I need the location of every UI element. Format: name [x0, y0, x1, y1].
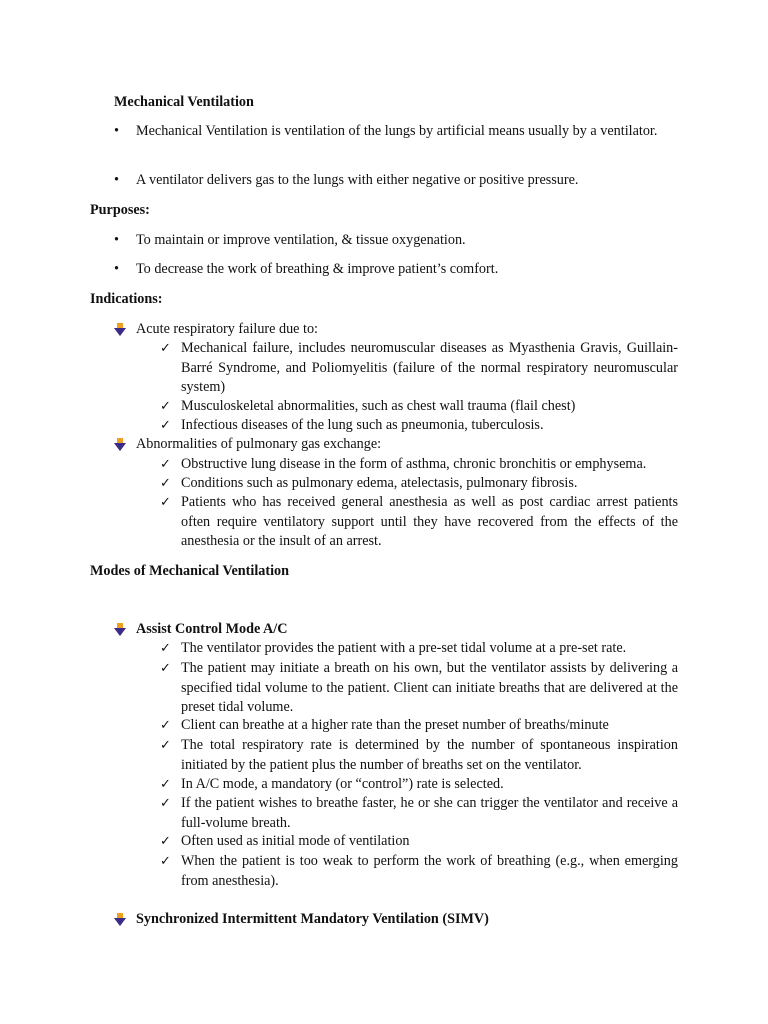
checkmark-icon: ✓: [160, 495, 171, 510]
checkmark-icon: ✓: [160, 399, 171, 414]
arrow-bullet-icon: [114, 623, 126, 637]
bullet-dot-icon: •: [114, 232, 119, 248]
mode-item-text: If the patient wishes to breathe faster, he or she can trigger the ventilator and receive a full-volume breath.: [181, 795, 678, 831]
arrow-bullet-icon: [114, 438, 126, 452]
checkmark-icon: ✓: [160, 641, 171, 656]
checkmark-icon: ✓: [160, 777, 171, 792]
checkmark-icon: ✓: [160, 854, 171, 869]
mode-item-text: The ventilator provides the patient with a pre-set tidal volume at a pre-set rate.: [181, 640, 627, 656]
indications-heading: Indications:: [90, 291, 163, 307]
intro-item-text: A ventilator delivers gas to the lungs with either negative or positive pressure.: [136, 172, 579, 188]
checkmark-icon: ✓: [160, 341, 171, 356]
mode-item-text: In A/C mode, a mandatory (or “control”) rate is selected.: [181, 776, 504, 792]
mode-item-text: Often used as initial mode of ventilation: [181, 833, 410, 849]
indication-group-label: Abnormalities of pulmonary gas exchange:: [136, 436, 382, 452]
mode-group-label: Synchronized Intermittent Mandatory Ventilation (SIMV): [136, 911, 489, 927]
bullet-dot-icon: •: [114, 261, 119, 277]
purpose-item-text: To maintain or improve ventilation, & tissue oxygenation.: [136, 232, 466, 248]
indication-item-text: Obstructive lung disease in the form of asthma, chronic bronchitis or emphysema.: [181, 456, 647, 472]
indication-item-text: Patients who has received general anesthesia as well as post cardiac arrest patients often require ventilatory support until they have recovered from the effects of the anesthesia or the insult of an arrest.: [181, 494, 678, 549]
document-title: Mechanical Ventilation: [114, 94, 254, 110]
mode-item-text: The total respiratory rate is determined by the number of spontaneous inspiration initiated by the patient plus the number of breaths set on the ventilator.: [181, 737, 678, 773]
checkmark-icon: ✓: [160, 661, 171, 676]
arrow-bullet-icon: [114, 913, 126, 927]
mode-group-label: Assist Control Mode A/C: [136, 621, 288, 637]
checkmark-icon: ✓: [160, 718, 171, 733]
checkmark-icon: ✓: [160, 796, 171, 811]
bullet-dot-icon: •: [114, 172, 119, 188]
checkmark-icon: ✓: [160, 738, 171, 753]
arrow-bullet-icon: [114, 323, 126, 337]
purposes-heading: Purposes:: [90, 202, 150, 218]
indication-item-text: Musculoskeletal abnormalities, such as chest wall trauma (flail chest): [181, 398, 576, 414]
checkmark-icon: ✓: [160, 476, 171, 491]
intro-item-text: Mechanical Ventilation is ventilation of the lungs by artificial means usually by a ventilator.: [136, 123, 658, 139]
mode-item-text: Client can breathe at a higher rate than the preset number of breaths/minute: [181, 717, 609, 733]
checkmark-icon: ✓: [160, 834, 171, 849]
indication-item-text: Mechanical failure, includes neuromuscular diseases as Myasthenia Gravis, Guillain-Barré Syndrome, and Poliomyelitis (failure of the normal respiratory neuromuscular system): [181, 340, 678, 395]
indication-item-text: Conditions such as pulmonary edema, atelectasis, pulmonary fibrosis.: [181, 475, 578, 491]
indication-item-text: Infectious diseases of the lung such as pneumonia, tuberculosis.: [181, 417, 544, 433]
checkmark-icon: ✓: [160, 418, 171, 433]
bullet-dot-icon: •: [114, 123, 119, 139]
checkmark-icon: ✓: [160, 457, 171, 472]
modes-heading: Modes of Mechanical Ventilation: [90, 563, 290, 579]
purpose-item-text: To decrease the work of breathing & improve patient’s comfort.: [136, 261, 499, 277]
mode-item-text: The patient may initiate a breath on his own, but the ventilator assists by delivering a specified tidal volume to the patient. Client can initiate breaths that are delivered at the preset tidal volume.: [181, 660, 678, 715]
mode-item-text: When the patient is too weak to perform the work of breathing (e.g., when emerging from anesthesia).: [181, 853, 678, 889]
indication-group-label: Acute respiratory failure due to:: [136, 321, 318, 337]
